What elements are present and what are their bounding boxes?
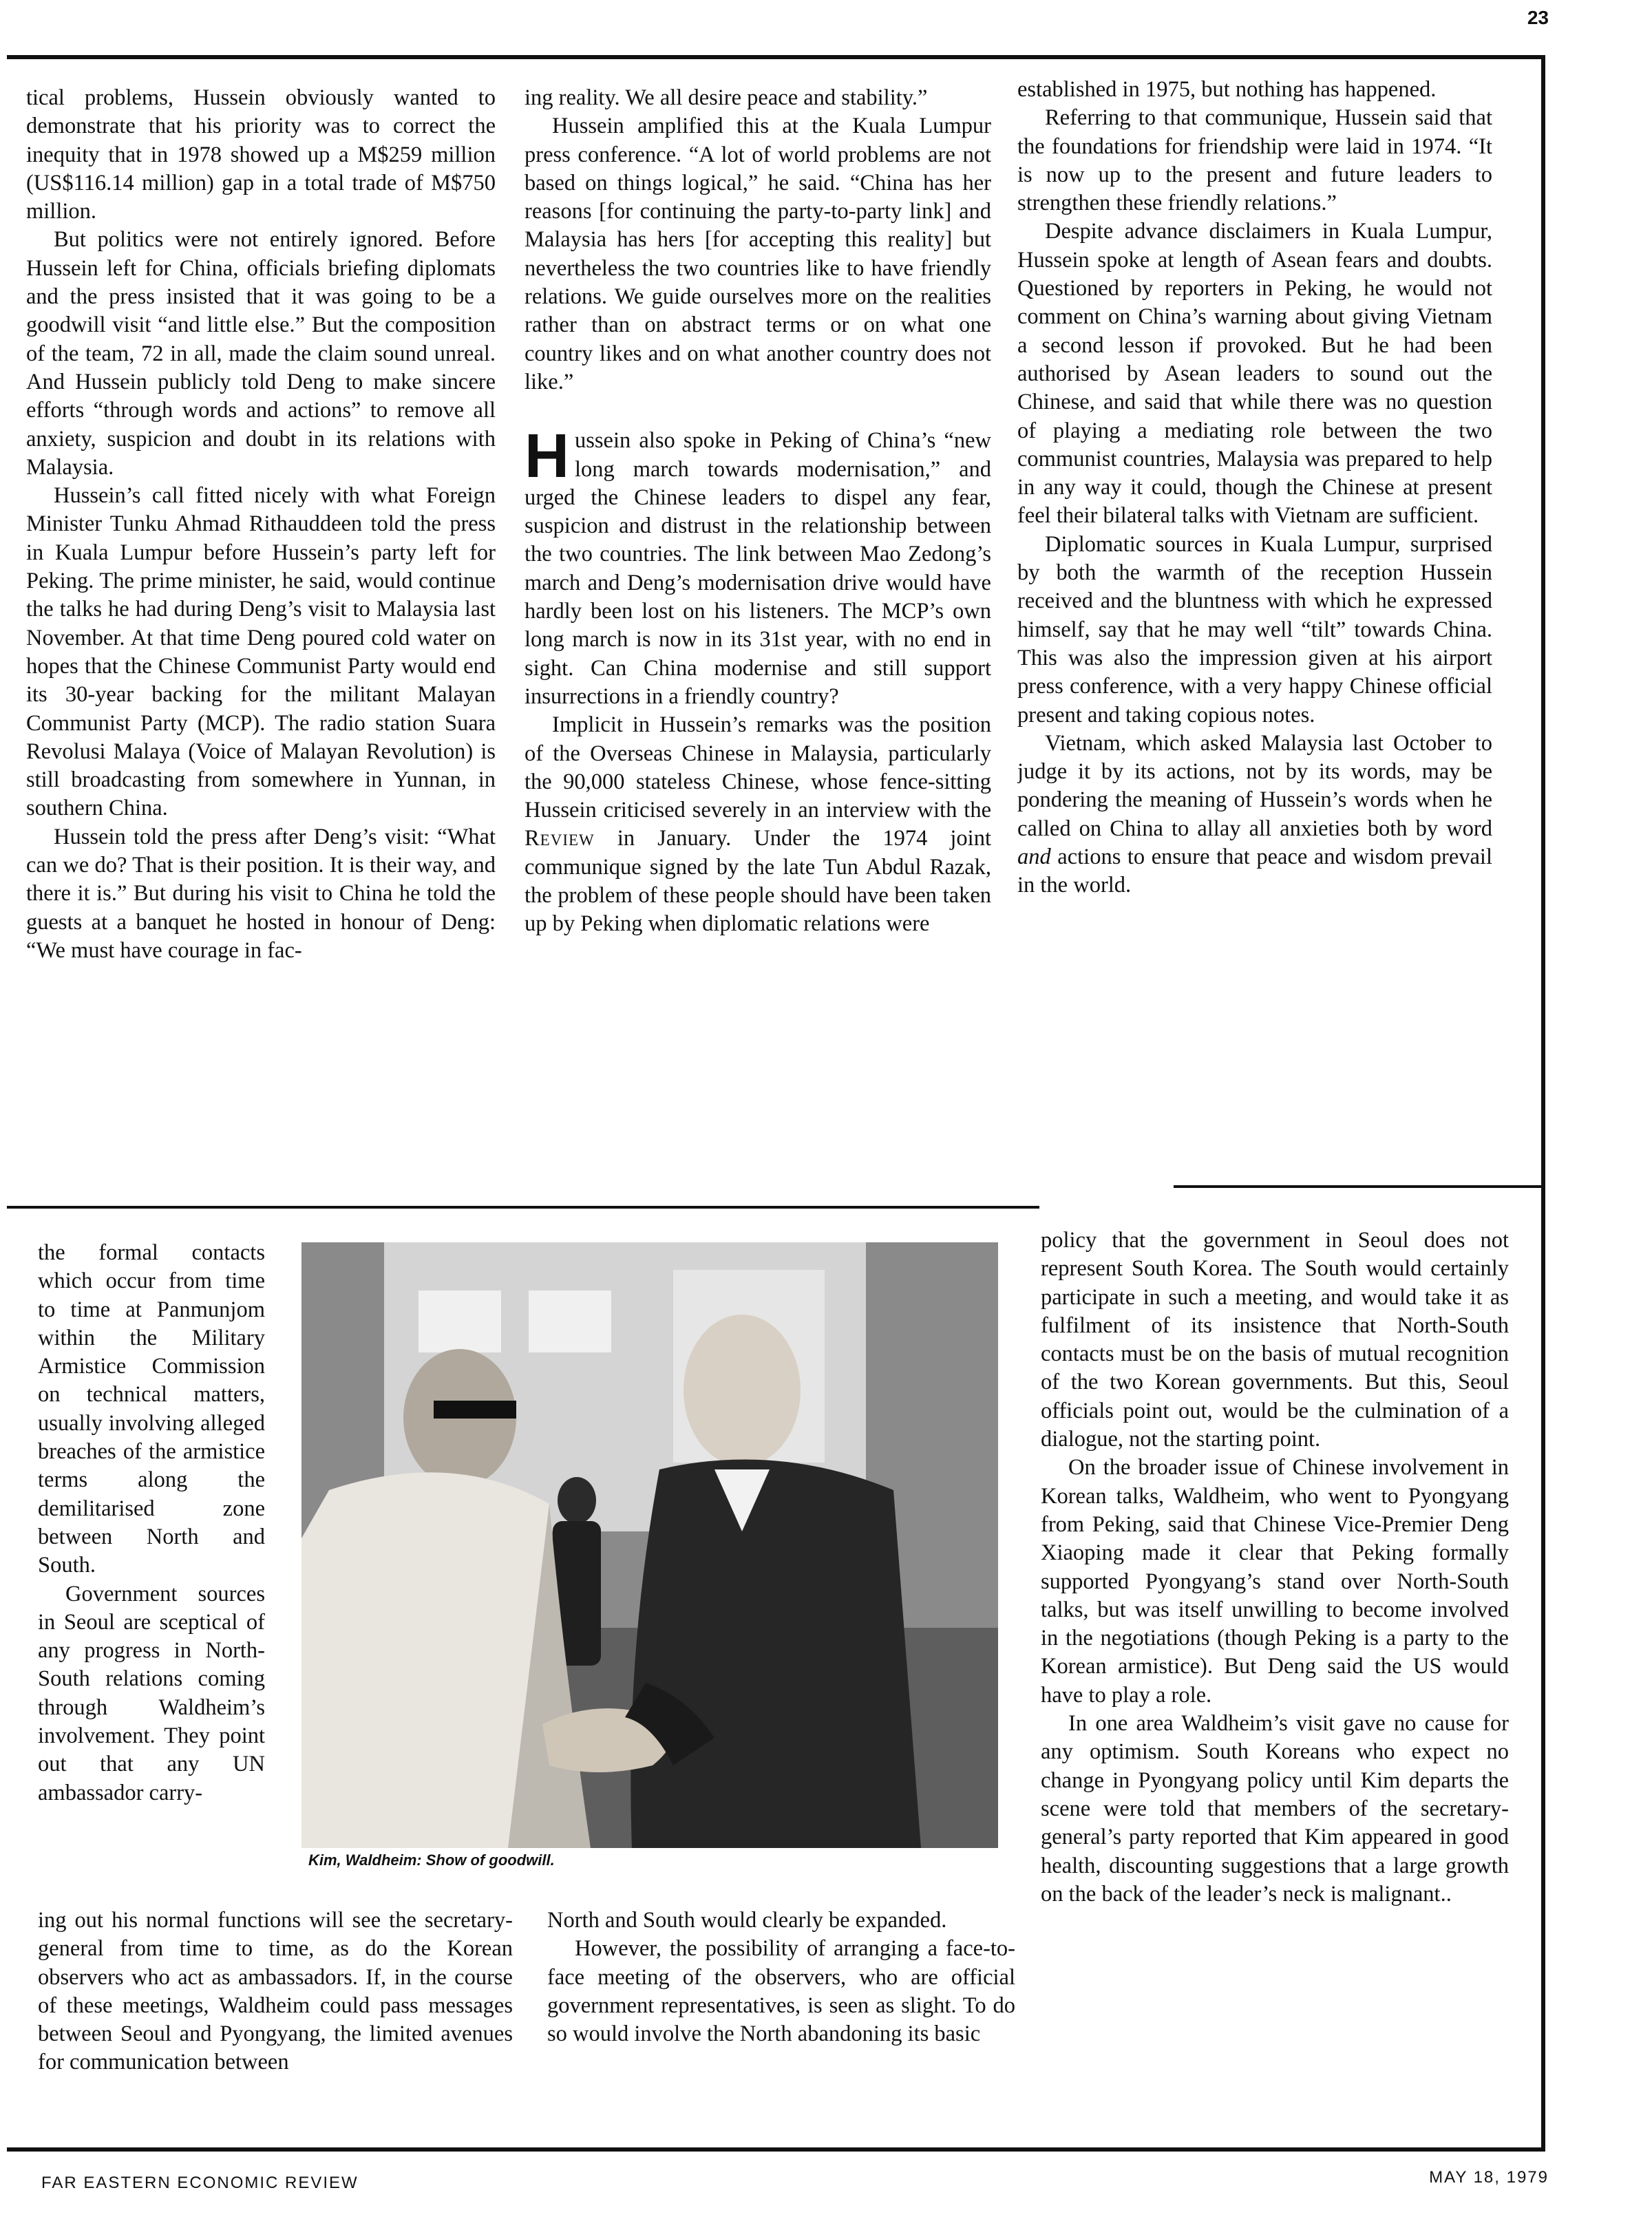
- drop-cap: H: [525, 422, 569, 491]
- paragraph: However, the possibility of arranging a face-to-face meeting of the observers, who are official government representatives, is seen as slight. To do so would involve the North abandoning its basic: [547, 1936, 1015, 2047]
- footer-publication: FAR EASTERN ECONOMIC REVIEW: [41, 2174, 359, 2192]
- paragraph: the formal contacts which occur from time to time at Panmunjom within the Military Armistice Commission on technical matters, usually involving alleged breaches of the armistice terms along the demilitarised zone between North and South.: [38, 1240, 265, 1578]
- paragraph: policy that the government in Seoul does not represent South Korea. The South would certainly participate in such a meeting, and would take it as fulfilment of its insistence that North-South contacts must be on the basis of mutual recognition of the two Korean governments. But this, Seoul officials point out, would be the culmination of a dialogue, not the starting point.: [1041, 1228, 1509, 1452]
- paragraph: [525, 711, 991, 938]
- paragraph: tical problems, Hussein obviously wanted to demonstrate that his priority was to correct the inequity that in 1978 showed up a M$259 million (US$116.14 million) gap in a total trade of M$750 million.: [26, 85, 496, 224]
- top-rule: [7, 55, 1545, 59]
- page-number: 23: [1527, 7, 1549, 28]
- paragraph: established in 1975, but nothing has happened.: [1017, 77, 1437, 102]
- emphasis: and: [1017, 845, 1051, 870]
- paragraph: Government sources in Seoul are sceptical of any progress in North-South relations coming through Waldheim’s involvement. They point out that any UN ambassador carry-: [38, 1581, 265, 1805]
- footer-date: MAY 18, 1979: [1429, 2168, 1549, 2187]
- top-column-3: [1017, 76, 1492, 1177]
- photo-caption: Kim, Waldheim: Show of goodwill.: [308, 1851, 555, 1869]
- top-column-2: [525, 84, 991, 1185]
- paragraph: Hussein told the press after Deng’s visit: “What can we do? That is their position. It is their way, and there it is.” But during his visit to China he told the guests at a banquet he hosted in honour of Deng: “We must have courage in fac-: [26, 824, 496, 963]
- bottom-column-3: [1041, 1226, 1509, 2135]
- right-border: [1541, 55, 1545, 2151]
- news-photo: [301, 1242, 998, 1848]
- bottom-wide-column-1: [38, 1907, 513, 2134]
- paragraph: Hussein’s call fitted nicely with what Foreign Minister Tunku Ahmad Rithauddeen told the press in Kuala Lumpur before Hussein’s party left for Peking. The prime minister, he said, would continue the talks he had during Deng’s visit to Malaysia last November. At that time Deng poured cold water on hopes that the Chinese Communist Party would end its 30-year backing for the militant Malayan Communist Party (MCP). The radio station Suara Revolusi Malaya (Voice of Malayan Revolution) is still broadcasting from somewhere in Yunnan, in southern China.: [26, 483, 496, 821]
- paragraph: ing out his normal functions will see the secretary-general from time to time, as do the Korean observers who act as ambassadors. If, in the course of these meetings, Waldheim could pass messages between Seoul and Pyongyang, the limited avenues for communication between: [38, 1908, 513, 2075]
- bottom-narrow-column: [38, 1239, 265, 1879]
- paragraph: [1017, 730, 1492, 900]
- bottom-section-rule: [7, 1206, 1039, 1209]
- paragraph: Despite advance disclaimers in Kuala Lumpur, Hussein spoke at length of Asean fears and doubts. Questioned by reporters in Peking, he would not comment on China’s warning about giving Vietnam a second lesson if provoked. But he had been authorised by Asean leaders to sound out the Chinese, and said that while there was no question of playing a mediating role between the two communist countries, Malaysia was prepared to help in any way it could, though the Chinese at present feel their bilateral talks with Vietnam are sufficient.: [1017, 219, 1492, 529]
- paragraph-text: Vietnam, which asked Malaysia last October to judge it by its actions, not by its words, may be pondering the meaning of Hussein’s words when he called on China to allay all anxieties both by word: [1017, 730, 1492, 841]
- paragraph: But politics were not entirely ignored. Before Hussein left for China, officials briefing diplomats and the press insisted that it was going to be a goodwill visit “and little else.” But the composition of the team, 72 in all, made the claim sound unreal. And Hussein publicly told Deng to make sincere efforts “through words and actions” to remove all anxiety, suspicion and doubt in its relations with Malaysia.: [26, 227, 496, 480]
- top-column-1: [26, 84, 496, 1185]
- paragraph: North and South would clearly be expanded.: [547, 1908, 947, 1933]
- paragraph-with-dropcap: [525, 422, 991, 711]
- paragraph: Diplomatic sources in Kuala Lumpur, surprised by both the warmth of the reception Hussein received and the bluntness with which he expressed himself, say that he may well “tilt” towards China. This was also the impression given at his airport press conference, with a very happy Chinese official present and taking copious notes.: [1017, 531, 1492, 728]
- paragraph: Hussein amplified this at the Kuala Lumpur press conference. “A lot of world problems are not based on things logical,” he said. “China has her reasons [for continuing the party-to-party link] and Malaysia has hers [for accepting this reality] but nevertheless the two countries like to have friendly relations. We guide ourselves more on the realities rather than on abstract terms or on what one country likes and on what another country does not like.”: [525, 114, 991, 394]
- paragraph: Referring to that communique, Hussein said that the foundations for friendship were laid in 1974. “It is now up to the present and future leaders to strengthen these friendly relations.”: [1017, 105, 1492, 216]
- bottom-rule: [7, 2147, 1545, 2152]
- paragraph: In one area Waldheim’s visit gave no cause for any optimism. South Koreans who expect no change in Pyongyang policy until Kim departs the scene were told that members of the secretary-general’s party reported that Kim appeared in good health, discounting suggestions that a large growth on the back of the leader’s neck is malignant..: [1041, 1711, 1509, 1907]
- photo-illustration: [301, 1242, 998, 1848]
- paragraph-text: Implicit in Hussein’s remarks was the position of the Overseas Chinese in Malaysia, particularly the 90,000 stateless Chinese, whose fence-sitting Hussein criticised severely in an interview with the: [525, 712, 991, 823]
- publication-name: Review: [525, 826, 595, 851]
- middle-rule: [1174, 1185, 1545, 1188]
- paragraph: ing reality. We all desire peace and stability.”: [525, 85, 928, 110]
- paragraph: On the broader issue of Chinese involvement in Korean talks, Waldheim, who went to Pyongyang from Peking, said that Chinese Vice-Premier Deng Xiaoping made it clear that Peking formally supported Pyongyang’s stand over North-South talks, but was itself unwilling to become involved in the negotiations (though Peking is a party to the Korean armistice). But Deng said the US would have to play a role.: [1041, 1455, 1509, 1708]
- bottom-column-2: [547, 1907, 1015, 2134]
- paragraph-text: ussein also spoke in Peking of China’s “new long march towards modernisation,” and urged the Chinese leaders to dispel any fear, suspicion and distrust in the relationship between the two countries. The link between Mao Zedong’s march and Deng’s modernisation drive would have hardly been lost on his listeners. The MCP’s own long march is now in its 31st year, with no end in sight. Can China modernise and still support insurrections in a friendly country?: [525, 428, 991, 709]
- paragraph-text: actions to ensure that peace and wisdom prevail in the world.: [1017, 845, 1492, 898]
- paragraph-text: in January. Under the 1974 joint communique signed by the late Tun Abdul Razak, the problem of these people should have been taken up by Peking when diplomatic relations were: [525, 826, 991, 937]
